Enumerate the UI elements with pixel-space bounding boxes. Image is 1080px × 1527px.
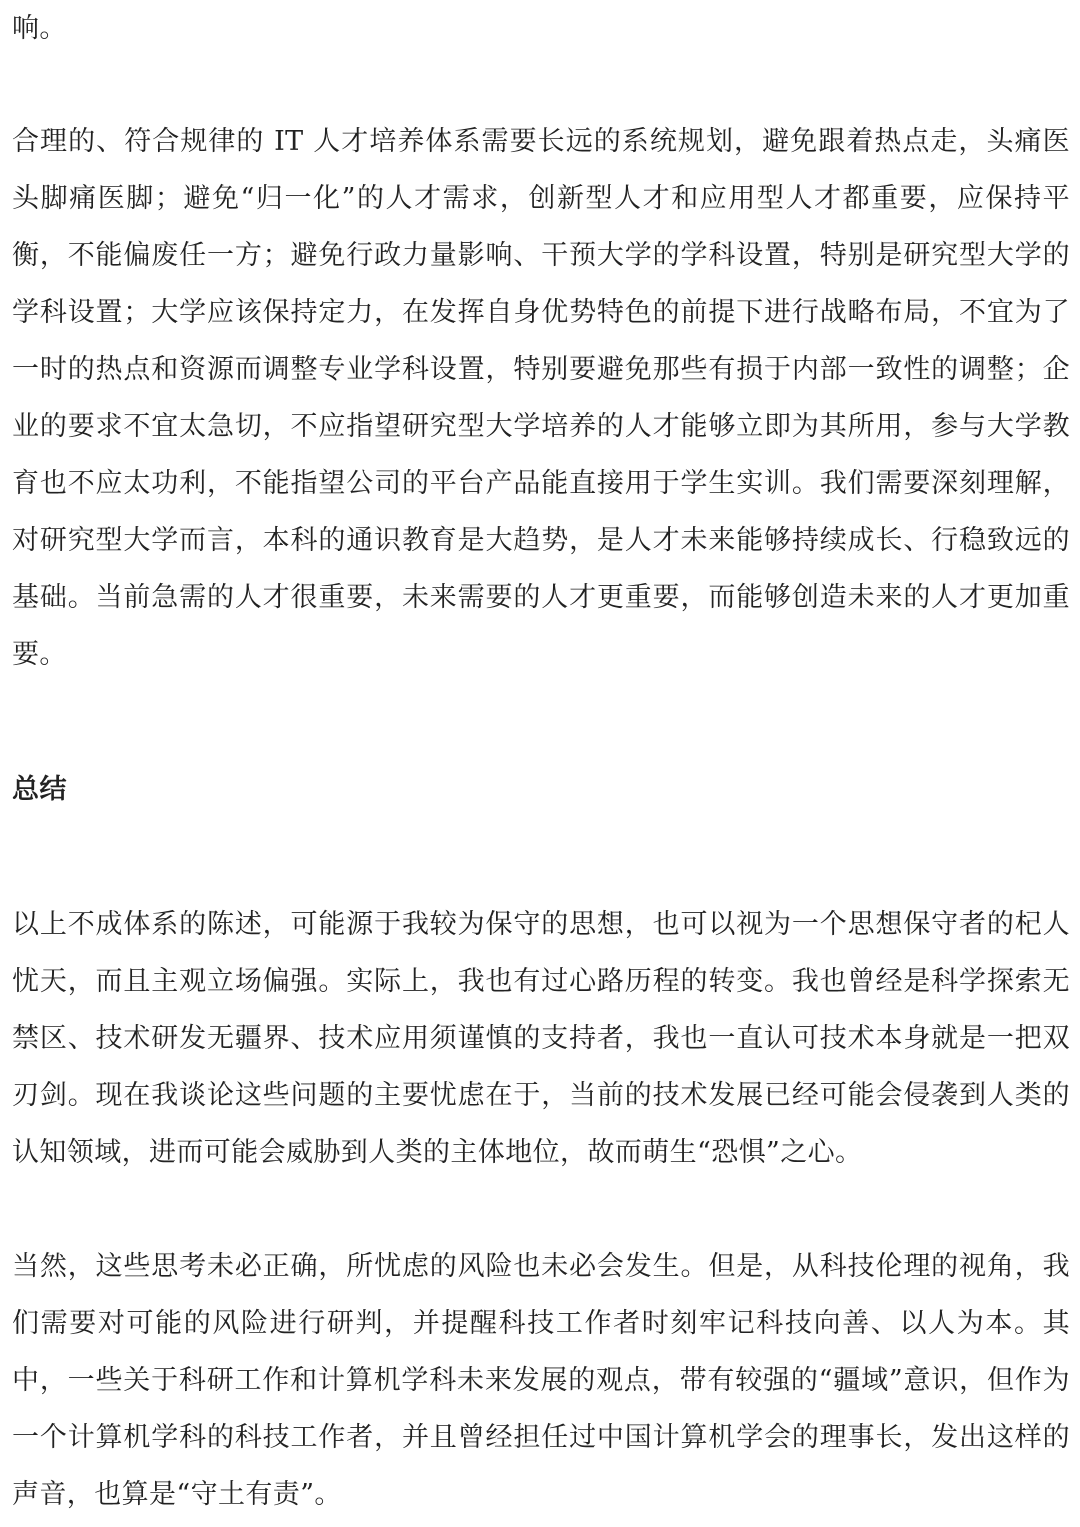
paragraph-talent-system: 合理的、符合规律的 IT 人才培养体系需要长远的系统规划，避免跟着热点走，头痛医头脚痛医脚；避免“归一化”的人才需求，创新型人才和应用型人才都重要，应保持平衡，不能偏废任一方；避免行政力量影响、干预大学的学科设置，特别是研究型大学的学科设置；大学应该保持定力，在发挥自身优势特色的前提下进行战略布局，不宜为了一时的热点和资源而调整专业学科设置，特别要避免那些有损于内部一致性的调整；企业的要求不宜太急切，不应指望研究型大学培养的人才能够立即为其所用，参与大学教育也不应太功利，不能指望公司的平台产品能直接用于学生实训。我们需要深刻理解，对研究型大学而言，本科的通识教育是大趋势，是人才未来能够持续成长、行稳致远的基础。当前急需的人才很重要，未来需要的人才更重要，而能够创造未来的人才更加重要。 — [12, 126, 1070, 670]
article-body — [12, 0, 1070, 1523]
section-heading-summary: 总结 — [12, 774, 67, 805]
paragraph-summary-2: 当然，这些思考未必正确，所忧虑的风险也未必会发生。但是，从科技伦理的视角，我们需要对可能的风险进行研判，并提醒科技工作者时刻牢记科技向善、以人为本。其中，一些关于科研工作和计算机学科未来发展的观点，带有较强的“疆域”意识，但作为一个计算机学科的科技工作者，并且曾经担任过中国计算机学会的理事长，发出这样的声音，也算是“守土有责”。 — [12, 1251, 1070, 1510]
paragraph-continuation: 响。 — [12, 13, 67, 44]
paragraph-summary-1: 以上不成体系的陈述，可能源于我较为保守的思想，也可以视为一个思想保守者的杞人忧天，而且主观立场偏强。实际上，我也有过心路历程的转变。我也曾经是科学探索无禁区、技术研发无疆界、技术应用须谨慎的支持者，我也一直认可技术本身就是一把双刃剑。现在我谈论这些问题的主要忧虑在于，当前的技术发展已经可能会侵袭到人类的认知领域，进而可能会威胁到人类的主体地位，故而萌生“恐惧”之心。 — [12, 909, 1070, 1168]
